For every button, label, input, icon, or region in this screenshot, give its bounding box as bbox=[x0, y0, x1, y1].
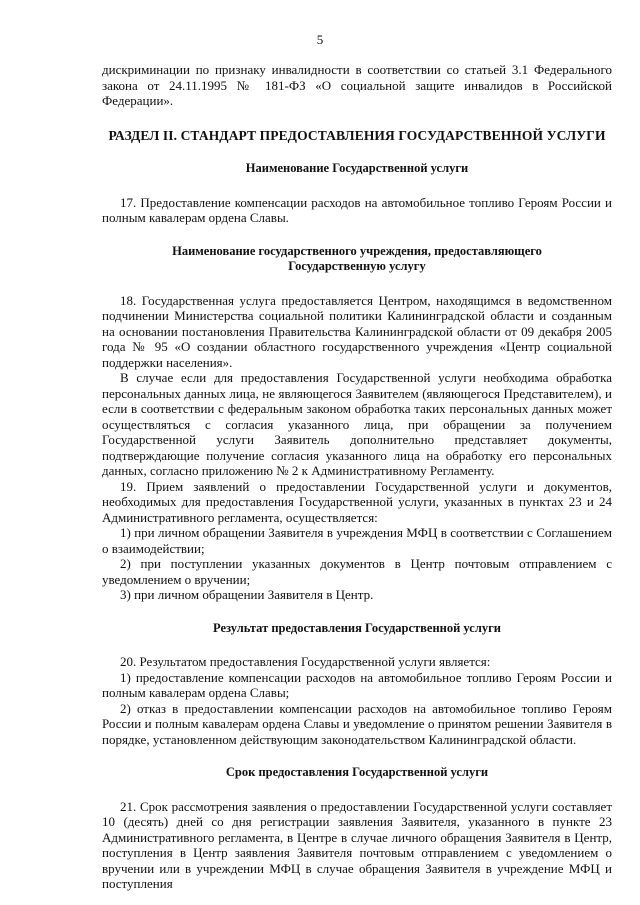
heading-term: Срок предоставления Государственной услуги bbox=[225, 765, 489, 779]
paragraph-21: 21. Срок рассмотрения заявления о предоставлении Государственной услуги составляет 10 (десять) дней со дня регистрации заявления Заявителя, указанного в пункте 23 Административного регламента, в Центре в случае личного обращения Заявителя в Центр, поступления в Центр заявления Заявителя почтовым отправлением с уведомлением о вручении или в учреждении МФЦ в случае обращения Заявителя в учреждение МФЦ и поступления bbox=[102, 798, 612, 891]
paragraph-20: 20. Результатом предоставления Государственной услуги является: bbox=[120, 654, 491, 669]
paragraph-20-item-1: 1) предоставление компенсации расходов на автомобильное топливо Героям России и полным кавалерам ордена Славы; bbox=[102, 669, 612, 700]
paragraph-18-consent: В случае если для предоставления Государственной услуги необходима обработка персональных данных лица, не являющегося Заявителем (являющегося Представителем), и если в соответствии с федеральным законом обработка таких персональных данных может осуществляться с согласия указанного лица, при обращении за получением Государственной услуги Заявитель дополнительно представляет документы, подтверждающие получение согласия указанного лица на обработку его персональных данных, согласно приложению № 2 к Административному Регламенту. bbox=[102, 370, 612, 478]
paragraph-19: 19. Прием заявлений о предоставлении Государственной услуги и документов, необходимых для предоставления Государственной услуги, указанных в пунктах 23 и 24 Административного регламента, осуществляется: bbox=[102, 478, 612, 525]
heading-institution-line2: Государственную услугу bbox=[288, 259, 426, 273]
page-number: 5 bbox=[316, 32, 324, 47]
paragraph-19-item-3: 3) при личном обращении Заявителя в Центр. bbox=[120, 587, 374, 602]
document-body bbox=[102, 62, 612, 892]
heading-result: Результат предоставления Государственной услуги bbox=[213, 620, 501, 635]
paragraph-18: 18. Государственная услуга предоставляется Центром, находящимся в ведомственном подчинении Министерства социальной политики Калининградской области и созданным на основании постановления Правительства Калининградской области от 09 декабря 2005 года № 95 «О создании областного государственного учреждения «Центр социальной поддержки населения». bbox=[102, 292, 612, 370]
heading-service-name: Наименование Государственной услуги bbox=[245, 161, 469, 175]
paragraph-17: 17. Предоставление компенсации расходов на автомобильное топливо Героям России и полным кавалерам ордена Славы. bbox=[102, 194, 612, 225]
paragraph-20-item-2: 2) отказ в предоставлении компенсации расходов на автомобильное топливо Героям России и полным кавалерам ордена Славы и уведомление о принятом решении Заявителя в порядке, установленном действующим законодательством Калининградской области. bbox=[102, 700, 612, 747]
heading-institution-line1: Наименование государственного учреждения, предоставляющего bbox=[172, 243, 542, 258]
paragraph-continuation: дискриминации по признаку инвалидности в соответствии со статьей 3.1 Федерального закона от 24.11.1995 № 181-ФЗ «О социальной защите инвалидов в Российской Федерации». bbox=[102, 62, 612, 108]
section-title: РАЗДЕЛ II. СТАНДАРТ ПРЕДОСТАВЛЕНИЯ ГОСУДАРСТВЕННОЙ УСЛУГИ bbox=[108, 127, 606, 143]
paragraph-19-item-1: 1) при личном обращении Заявителя в учреждения МФЦ в соответствии с Соглашением о взаимодействии; bbox=[102, 525, 612, 556]
paragraph-19-item-2: 2) при поступлении указанных документов в Центр почтовым отправлением с уведомлением о вручении; bbox=[102, 556, 612, 587]
